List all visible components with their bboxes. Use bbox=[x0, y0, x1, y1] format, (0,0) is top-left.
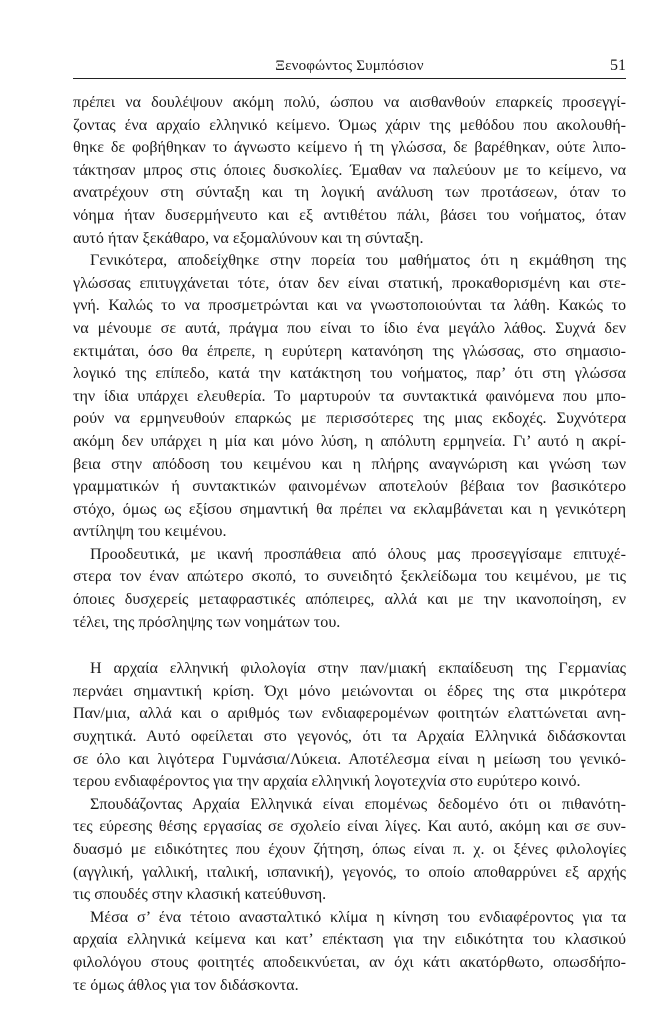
text-line: στερα τον έναν απώτερο σκοπό, το συνειδητό ξεκλείδωμα του κειμένου, με τις bbox=[73, 568, 626, 586]
page-header bbox=[73, 56, 626, 79]
paragraph-3 bbox=[73, 544, 626, 634]
text-line: νόημα ήταν δυσερμήνευτο και εξ αντιθέτου πάλι, βάσει του νοήματος, όταν bbox=[73, 206, 626, 224]
text-line: θηκε δε φοβήθηκαν το άγνωστο κείμενο ή τη γλώσσα, δε βαρέθηκαν, ούτε λιπο- bbox=[73, 139, 626, 157]
text-line: λογικό της επίπεδο, κατά την κατάκτηση του νοήματος, παρ’ ότι στη γλώσσα bbox=[73, 365, 626, 383]
paragraph-2 bbox=[73, 250, 626, 544]
text-line: ανατρέχουν στη σύνταξη και τη λογική ανάλυση των προτάσεων, όταν το bbox=[73, 184, 626, 202]
text-line: Παν/μια, αλλά και ο αριθμός των ενδιαφερομένων φοιτητών ελαττώνεται ανη- bbox=[73, 705, 626, 723]
text-line: γλώσσας επιτυγχάνεται τότε, όταν δεν είναι στατική, προκαθορισμένη και στε- bbox=[73, 274, 626, 292]
text-line: (αγγλική, γαλλική, ιταλική, ισπανική), γεγονός, το οποίο αποθαρρύνει εξ αρχής bbox=[73, 863, 626, 881]
text-line: να μένουμε σε αυτά, πράγμα που είναι το ίδιο ένα μεγάλο λάθος. Συχνά δεν bbox=[73, 319, 626, 337]
text-line: αντίληψη του κειμένου. bbox=[73, 523, 227, 541]
text-line: γνή. Καλώς το να προσμετρώνται και να γνωστοποιούνται τα λάθη. Κακώς το bbox=[73, 297, 626, 315]
text-line: στόχο, όμως ως εξίσου σημαντική θα πρέπει να εκλαμβάνεται και η γενικότερη bbox=[73, 500, 626, 518]
text-line: αρχαία ελληνικά κείμενα και κατ’ επέκταση για την ειδικότητα του κλασικού bbox=[73, 931, 626, 949]
text-line: συχητικά. Αυτό οφείλεται στο γεγονός, ότι τα Αρχαία Ελληνικά διδάσκονται bbox=[73, 728, 626, 746]
paragraph-6 bbox=[73, 907, 626, 997]
text-line: γραμματικών ή συντακτικών φαινομένων αποτελούν βέβαια τον βασικότερο bbox=[73, 478, 626, 496]
text-line: τες εύρεσης θέσης εργασίας σε σχολείο είναι λίγες. Και αυτό, ακόμη και σε συν- bbox=[73, 818, 626, 836]
text-line: τερου ενδιαφέροντος για την αρχαία ελληνική λογοτεχνία στο ευρύτερο κοινό. bbox=[73, 773, 581, 791]
text-line: τις σπουδές στην κλασική κατεύθυνση. bbox=[73, 886, 327, 904]
text-line: Σπουδάζοντας Αρχαία Ελληνικά είναι επομένως δεδομένο ότι οι πιθανότη- bbox=[90, 795, 626, 813]
running-title: Ξενοφώντος Συμπόσιον bbox=[275, 58, 424, 74]
text-line: Η αρχαία ελληνική φιλολογία στην παν/μιακή εκπαίδευση της Γερμανίας bbox=[90, 660, 626, 678]
text-line: φιλολόγου στους φοιτητές αποδεικνύεται, αν όχι κάτι ακατόρθωτο, οπωσδήπο- bbox=[73, 953, 626, 971]
text-line: τάκτησαν μπρος στις όποιες δυσκολίες. Έμαθαν να παλεύουν με το κείμενο, να bbox=[73, 161, 626, 179]
section-gap bbox=[73, 634, 626, 658]
page-body bbox=[73, 92, 626, 997]
text-line: τε όμως άθλος για τον διδάσκοντα. bbox=[73, 976, 299, 994]
text-line: περνάει σημαντική κρίση. Όχι μόνο μειώνονται οι έδρες της στα μικρότερα bbox=[73, 682, 626, 700]
text-line: βεια στην απόδοση του κειμένου και η πλήρης αναγνώριση και γνώση των bbox=[73, 455, 626, 473]
text-line: πρέπει να δουλέψουν ακόμη πολύ, ώσπου να αισθανθούν επαρκείς προσεγγί- bbox=[73, 94, 626, 111]
text-line: δυασμό με ειδικότητες που έχουν ζήτηση, όπως είναι π. χ. οι ξένες φιλολογίες bbox=[73, 841, 626, 858]
text-line: ακόμη δεν υπάρχει η μία και μόνο λύση, η απόλυτη ερμηνεία. Γι’ αυτό η ακρί- bbox=[73, 432, 626, 450]
paragraph-1 bbox=[73, 92, 626, 250]
text-line: ζοντας ένα αρχαίο ελληνικό κείμενο. Όμως χάριν της μεθόδου που ακολουθή- bbox=[73, 116, 626, 134]
text-line: εκτιμάται, όσο θα έπρεπε, η ευρύτερη κατανόηση της γλώσσας, στο σημασιο- bbox=[73, 342, 626, 360]
paragraph-5 bbox=[73, 794, 626, 907]
text-line: σε όλο και λιγότερα Γυμνάσια/Λύκεια. Αποτέλεσμα είναι η μείωση του γενικό- bbox=[73, 750, 626, 768]
page-number: 51 bbox=[610, 57, 626, 74]
text-line: την ίδια υπάρχει ελευθερία. Το μαρτυρούν τα συντακτικά φαινόμενα που μπο- bbox=[73, 387, 626, 405]
text-line: Γενικότερα, αποδείχθηκε στην πορεία του μαθήματος ότι η εκμάθηση της bbox=[90, 252, 626, 270]
text-line: ρούν να ερμηνευθούν επαρκώς με περισσότερες της μιας εκδοχές. Συχνότερα bbox=[73, 410, 626, 428]
text-line: τέλει, της πρόσληψης των νοημάτων του. bbox=[73, 613, 341, 631]
paragraph-4 bbox=[73, 658, 626, 794]
text-line: όποιες δυσχερείς μεταφραστικές απόπειρες, αλλά και με την ικανοποίηση, εν bbox=[73, 591, 626, 609]
text-line: Προοδευτικά, με ικανή προσπάθεια από όλους μας προσεγγίσαμε επιτυχέ- bbox=[90, 545, 626, 563]
text-line: αυτό ήταν ξεκάθαρο, να εξομαλύνουν και τη σύνταξη. bbox=[73, 229, 424, 247]
text-line: Μέσα σ’ ένα τέτοιο ανασταλτικό κλίμα η κίνηση του ενδιαφέροντος για τα bbox=[90, 908, 626, 926]
